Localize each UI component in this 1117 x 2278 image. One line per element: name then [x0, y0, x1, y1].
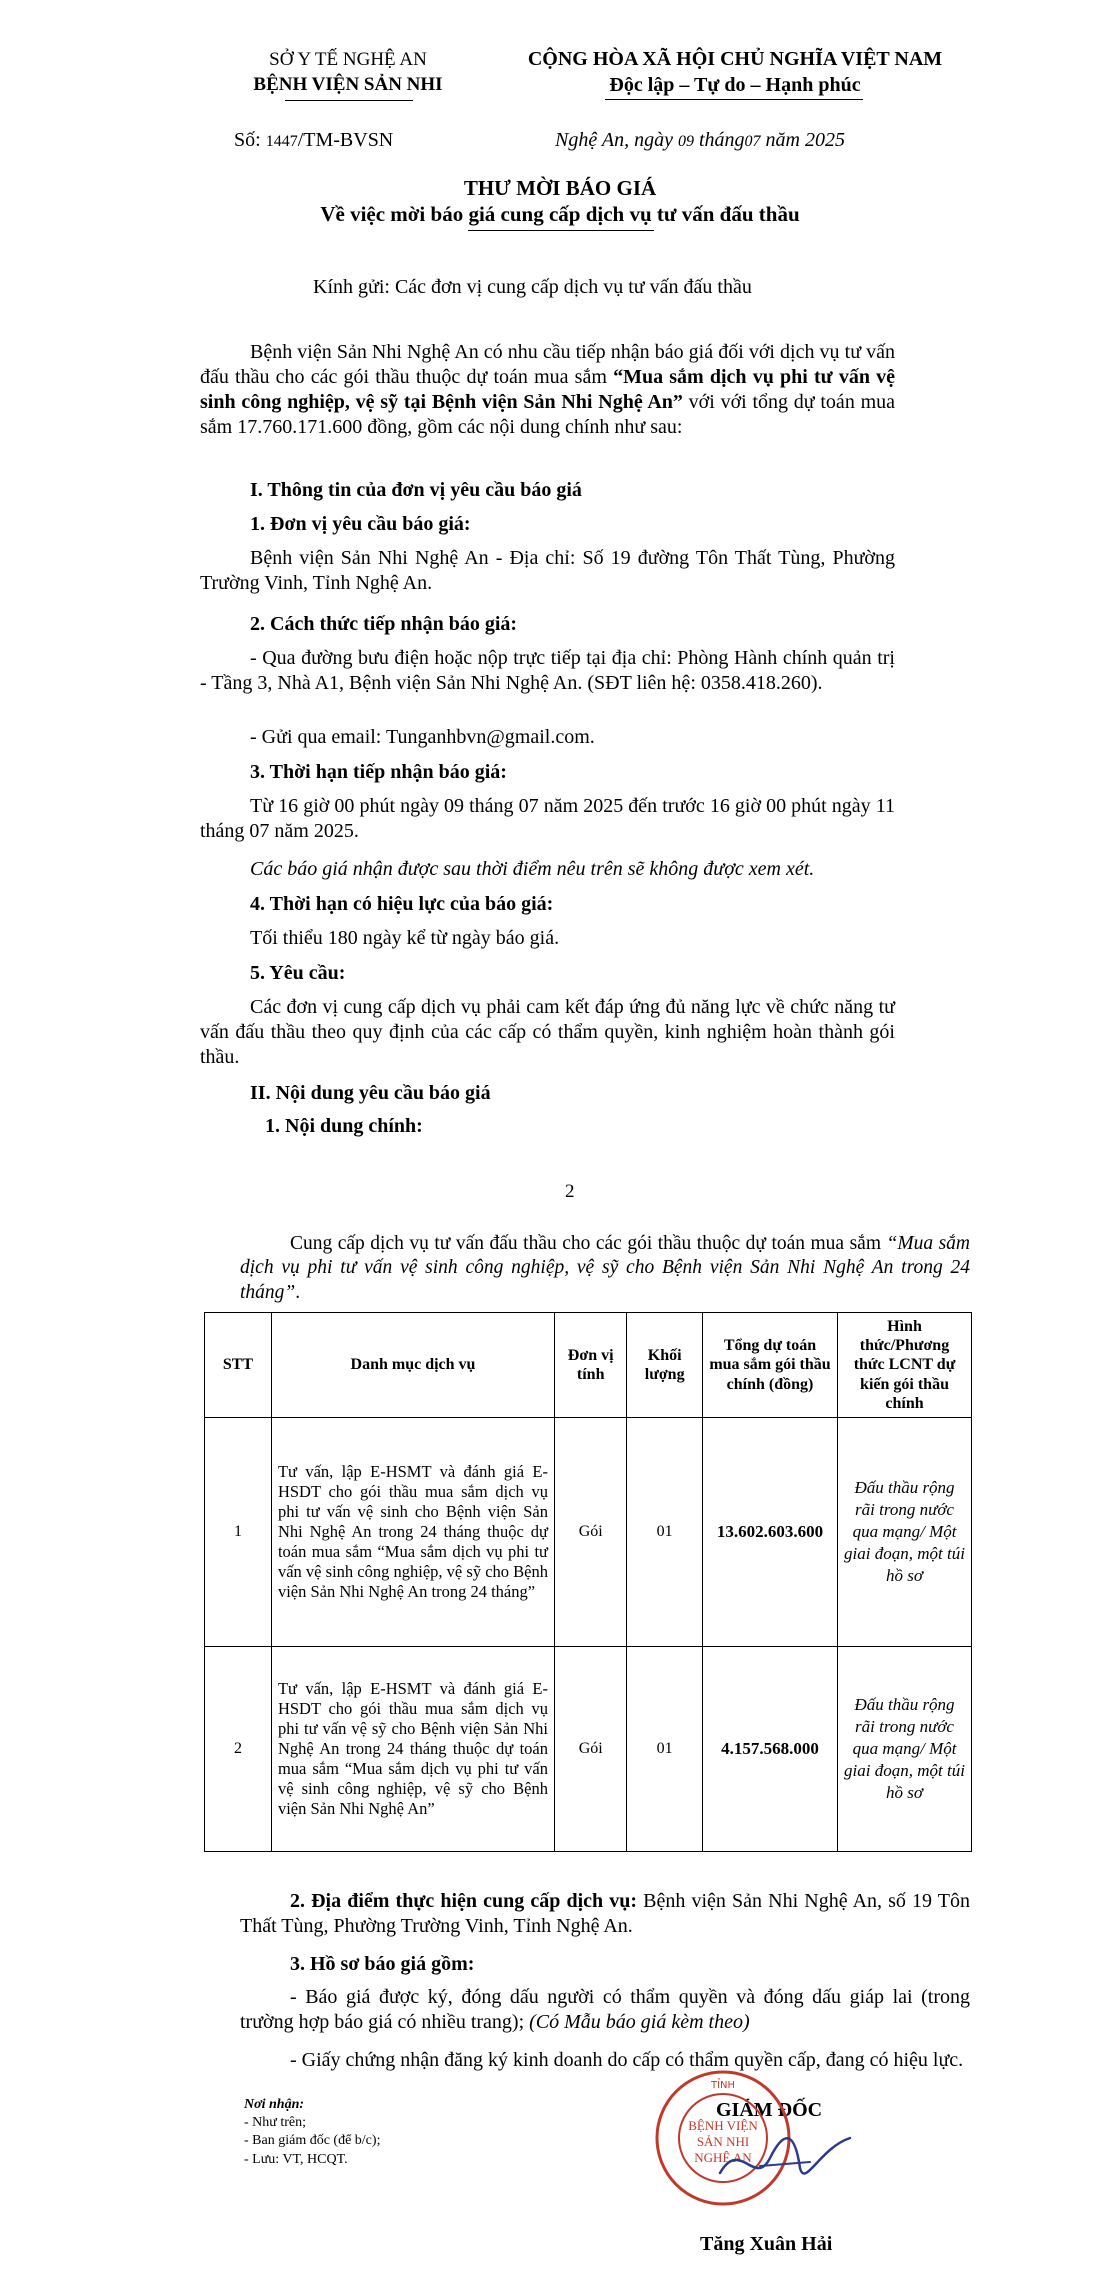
handwritten-signature-icon [700, 2118, 860, 2198]
recipient-item: - Như trên; [244, 2115, 307, 2131]
cell-service: Tư vấn, lập E-HSMT và đánh giá E-HSDT cho gói thầu mua sắm dịch vụ phi tư vấn vệ sinh cho Bệnh viện Sản Nhi Nghệ An trong 24 tháng thuộc dự toán mua sắm “Mua sắm dịch vụ phi tư vấn vệ sinh công nghiệp, vệ sỹ cho Bệnh viện Sản Nhi Nghệ An trong 24 tháng” [271, 1418, 554, 1647]
hospital-name: BỆNH VIỆN SẢN NHI [253, 73, 443, 95]
issuer-block [218, 48, 478, 97]
cell-total: 4.157.568.000 [702, 1647, 837, 1852]
section-1-3-text: Từ 16 giờ 00 phút ngày 09 tháng 07 năm 2025 đến trước 16 giờ 00 phút ngày 11 tháng 07 năm 2025. [200, 795, 895, 842]
table-row [205, 1418, 972, 1647]
cell-total: 13.602.603.600 [702, 1418, 837, 1647]
table-row [205, 1647, 972, 1852]
cell-quantity: 01 [627, 1647, 703, 1852]
section-1-4-text: Tối thiểu 180 ngày kể từ ngày báo giá. [250, 927, 560, 949]
recipient-item: - Ban giám đốc (để b/c); [244, 2133, 381, 2149]
recipients-block [244, 2096, 380, 2169]
section-2-1-heading: 1. Nội dung chính: [265, 1115, 423, 1137]
col-service: Danh mục dịch vụ [271, 1313, 554, 1418]
section-1-heading: I. Thông tin của đơn vị yêu cầu báo giá [250, 479, 582, 501]
letter-title: THƯ MỜI BÁO GIÁ [463, 176, 657, 200]
cell-quantity: 01 [627, 1418, 703, 1647]
cell-method: Đấu thầu rộng rãi trong nước qua mạng/ Một giai đoạn, một túi hồ sơ [838, 1647, 972, 1852]
col-stt: STT [205, 1313, 272, 1418]
svg-text:NGHỆ AN: NGHỆ AN [694, 2150, 752, 2165]
table-header-row [205, 1313, 972, 1418]
recipient-item: - Lưu: VT, HCQT. [244, 2151, 348, 2167]
section-2-heading: II. Nội dung yêu cầu báo giá [250, 1082, 491, 1104]
recipients-label: Nơi nhận: [244, 2097, 305, 2112]
section-1-5-heading: 5. Yêu cầu: [250, 962, 346, 984]
cell-service: Tư vấn, lập E-HSMT và đánh giá E-HSDT cho gói thầu mua sắm dịch vụ phi tư vấn vệ sỹ cho Bệnh viện Sản Nhi Nghệ An trong 24 tháng thuộc dự toán mua sắm “Mua sắm dịch vụ phi tư vấn vệ sinh công nghiệp, vệ sỹ cho Bệnh viện Sản Nhi Nghệ An” [271, 1647, 554, 1852]
cell-stt: 1 [205, 1418, 272, 1647]
department-name: SỞ Y TẾ NGHỆ AN [269, 49, 427, 70]
col-quantity: Khối lượng [627, 1313, 703, 1418]
page-number: 2 [565, 1181, 575, 1202]
service-table [204, 1312, 972, 1852]
section-1-3-note: Các báo giá nhận được sau thời điểm nêu trên sẽ không được xem xét. [250, 858, 815, 880]
section-1-4-heading: 4. Thời hạn có hiệu lực của báo giá: [250, 893, 554, 915]
doc-number: Số: 1447/TM-BVSN [234, 129, 394, 151]
section-2-2-text: 2. Địa điểm thực hiện cung cấp dịch vụ: Bệnh viện Sản Nhi Nghệ An, số 19 Tôn Thất Tùng, Phường Trường Vinh, Tỉnh Nghệ An. [240, 1890, 970, 1937]
col-unit: Đơn vị tính [555, 1313, 627, 1418]
page2-intro: Cung cấp dịch vụ tư vấn đấu thầu cho các gói thầu thuộc dự toán mua sắm “Mua sắm dịch vụ phi tư vấn vệ sinh công nghiệp, vệ sỹ cho Bệnh viện Sản Nhi Nghệ An trong 24 tháng”. [240, 1233, 970, 1303]
section-1-5-text: Các đơn vị cung cấp dịch vụ phải cam kết đáp ứng đủ năng lực về chức năng tư vấn đấu thầu theo quy định của các cấp có thẩm quyền, kinh nghiệm hoàn thành gói thầu. [200, 996, 895, 1068]
signer-name: Tăng Xuân Hải [700, 2233, 833, 2255]
motto: Độc lập – Tự do – Hạnh phúc [609, 74, 861, 96]
cell-stt: 2 [205, 1647, 272, 1852]
svg-text:BỆNH VIỆN: BỆNH VIỆN [688, 2118, 758, 2133]
section-1-2-text: - Qua đường bưu điện hoặc nộp trực tiếp tại địa chỉ: Phòng Hành chính quản trị - Tầng 3, Nhà A1, Bệnh viện Sản Nhi Nghệ An. (SĐT liên hệ: 0358.418.260). [200, 647, 895, 694]
intro-paragraph: Bệnh viện Sản Nhi Nghệ An có nhu cầu tiếp nhận báo giá đối với dịch vụ tư vấn đấu thầu cho các gói thầu thuộc dự toán mua sắm “Mua sắm dịch vụ phi tư vấn vệ sinh công nghiệp, vệ sỹ tại Bệnh viện Sản Nhi Nghệ An” với với tổng dự toán mua sắm 17.760.171.600 đồng, gồm các nội dung chính như sau: [200, 341, 896, 438]
national-motto-block [520, 46, 950, 98]
motto-underline [605, 99, 863, 100]
col-method: Hình thức/Phương thức LCNT dự kiến gói thầu chính [838, 1313, 972, 1418]
section-1-2-email: - Gửi qua email: Tunganhbvn@gmail.com. [250, 726, 595, 748]
section-2-3-item1: - Báo giá được ký, đóng dấu người có thẩm quyền và đóng dấu giáp lai (trong trường hợp báo giá có nhiều trang); (Có Mẫu báo giá kèm theo) [240, 1986, 970, 2033]
cell-unit: Gói [555, 1647, 627, 1852]
section-1-2-heading: 2. Cách thức tiếp nhận báo giá: [250, 613, 518, 635]
svg-text:TỈNH: TỈNH [710, 2080, 736, 2091]
letter-subtitle: Về việc mời báo giá cung cấp dịch vụ tư vấn đấu thầu [320, 202, 800, 226]
section-2-3-heading: 3. Hồ sơ báo giá gồm: [290, 1953, 475, 1975]
signer-position: GIÁM ĐỐC [716, 2099, 823, 2121]
issuer-underline [285, 100, 413, 101]
section-1-1-text: Bệnh viện Sản Nhi Nghệ An - Địa chỉ: Số 19 đường Tôn Thất Tùng, Phường Trường Vinh, Tỉnh Nghệ An. [200, 547, 895, 594]
section-2-3-item2: - Giấy chứng nhận đăng ký kinh doanh do cấp có thẩm quyền cấp, đang có hiệu lực. [290, 2049, 964, 2071]
svg-text:SẢN NHI: SẢN NHI [696, 2134, 750, 2149]
section-1-3-heading: 3. Thời hạn tiếp nhận báo giá: [250, 761, 507, 783]
section-1-1-heading: 1. Đơn vị yêu cầu báo giá: [250, 513, 471, 535]
cell-method: Đấu thầu rộng rãi trong nước qua mạng/ Một giai đoạn, một túi hồ sơ [838, 1418, 972, 1647]
title-underline [468, 230, 654, 231]
place-date: Nghệ An, ngày 09 tháng07 năm 2025 [555, 129, 845, 151]
col-total: Tổng dự toán mua sắm gói thầu chính (đồng) [702, 1313, 837, 1418]
cell-unit: Gói [555, 1418, 627, 1647]
country-name: CỘNG HÒA XÃ HỘI CHỦ NGHĨA VIỆT NAM [527, 48, 943, 70]
recipient-line: Kính gửi: Các đơn vị cung cấp dịch vụ tư vấn đấu thầu [313, 276, 752, 298]
